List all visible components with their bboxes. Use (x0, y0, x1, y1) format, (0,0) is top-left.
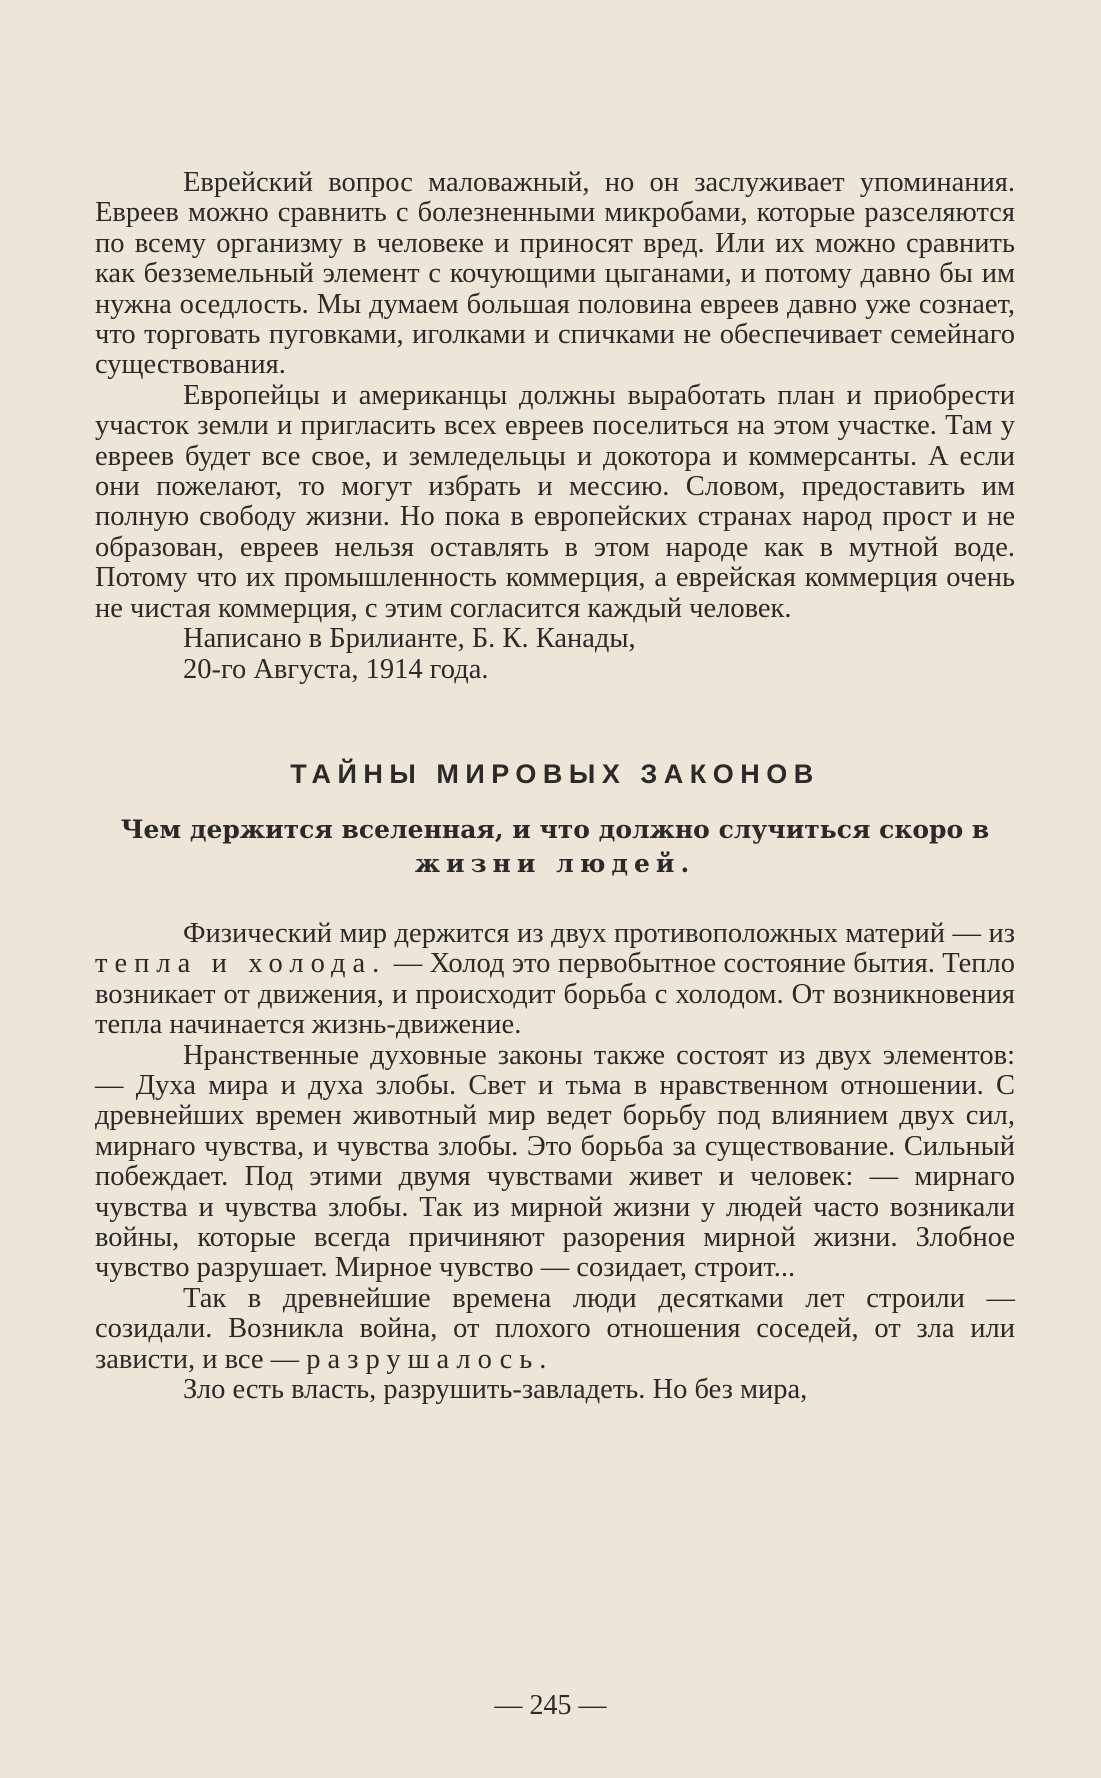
page-number: — 245 — (494, 1690, 607, 1721)
paragraph: Еврейский вопрос маловажный, но он заслуживает упоминания. Евреев можно сравнить с болезненными микробами, которые разселяются по всему организму в человеке и приносят вред. Или их можно сравнить как безземельный элемент с кочующими цыганами, и потому давно бы им нужна оседлость. Мы думаем большая половина евреев давно уже сознает, что торговать пуговками, иголками и спичками не обеспечивает семейнаго существования. (95, 167, 1015, 381)
paragraph-text: Так в древнейшие времена люди десятками лет строили — созидали. Возникла война, от плохого отношения соседей, от зла или зависти, и все — (95, 1282, 1015, 1375)
paragraph: Нранственные духовные законы также состоят из двух элементов: — Духа мира и духа злобы. Свет и тьма в нравственном отношении. С древнейших времен животный мир ведет борьбу под влиянием двух сил, мирнаго чувства, и чувства злобы. Это борьба за существование. Сильный побеждает. Под этими двумя чувствами живет и человек: — мирнаго чувства и чувства злобы. Так из мирной жизни у людей часто возникали войны, которые всегда причиняют разорения мирной жизни. Злобное чувство разрушает. Мирное чувство — созидает, строит... (95, 1039, 1015, 1284)
section-title: ТАЙНЫ МИРОВЫХ ЗАКОНОВ (290, 758, 820, 789)
paragraph-text: — Холод это первобытное состояние бытия. Тепло возникает от движения, и происходит борьба с холодом. От возникновения тепла начинается жизнь-движение. (95, 948, 1015, 1041)
paragraph (95, 919, 1015, 1041)
subtitle-text: Чем держится вселенная, и что должно случиться скоро в (120, 814, 990, 844)
signature-place: Написано в Брилианте, Б. К. Канады, (183, 623, 636, 655)
section-subtitle (115, 813, 995, 881)
paragraph: Зло есть власть, разрушить-завладеть. Но без мира, (183, 1374, 808, 1405)
section-body (95, 919, 1015, 1406)
paragraph-text: Физический мир держится из двух противоположных материй — из (183, 917, 1015, 949)
paragraph: Европейцы и американцы должны выработать план и приобрести участок земли и пригласить всех евреев поселиться на этом участке. Там у евреев будет все свое, и земледельцы и докотора и коммерсанты. А если они пожелают, то могут избрать и мессию. Словом, предоставить им полную свободу жизни. Но пока в европейских странах народ прост и не образован, евреев нельзя оставлять в этом народе как в мутной воде. Потому что их промышленность коммерция, а еврейская коммерция очень не чистая коммерция, с этим согласится каждый человек. (95, 379, 1015, 624)
signature-date: 20-го Августа, 1914 года. (183, 653, 489, 685)
emphasis-text: разрушалось. (306, 1343, 554, 1375)
page-content (95, 168, 1015, 1405)
subtitle-text-spaced: жизни людей. (414, 848, 696, 878)
emphasis-text: тепла и холода. (95, 948, 387, 980)
paragraph (95, 1284, 1015, 1375)
